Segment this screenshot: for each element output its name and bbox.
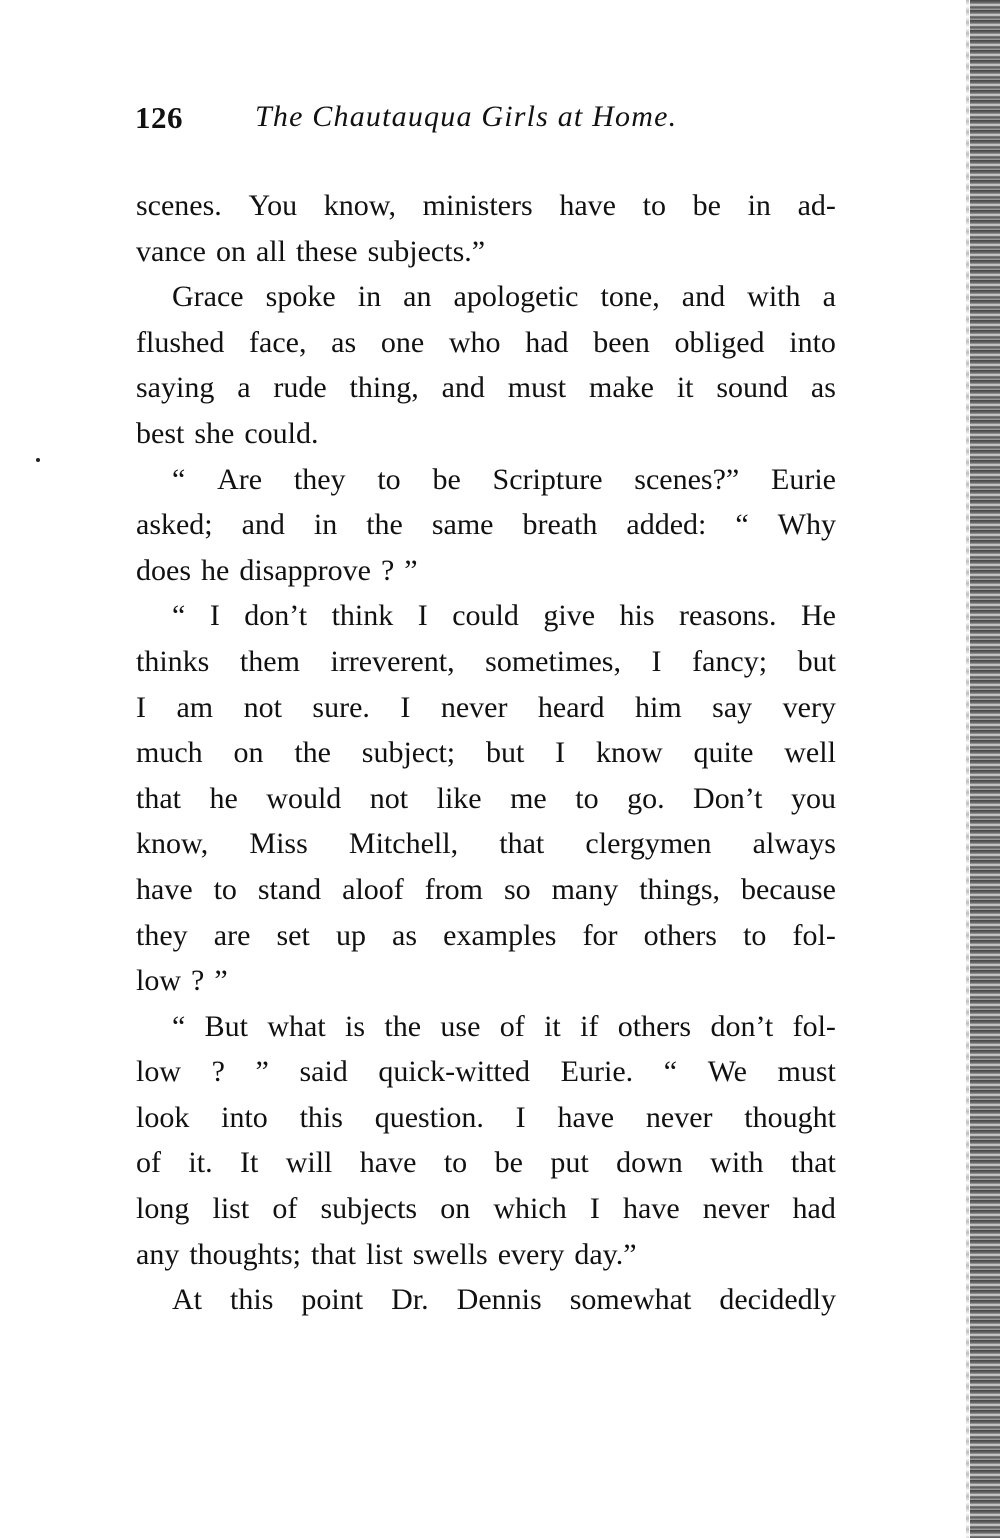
text-line: much on the subject; but I know quite well [136,736,836,770]
text-line: know, Miss Mitchell, that clergymen always [136,827,836,861]
text-line: of it. It will have to be put down with that [136,1146,836,1180]
text-line: look into this question. I have never thought [136,1100,836,1134]
text-line: have to stand aloof from so many things, because [136,872,836,906]
page-binding-edge [970,0,1000,1538]
text-line: Grace spoke in an apologetic tone, and with a [172,280,836,314]
ink-speck [36,458,40,462]
text-line: “ I don’t think I could give his reasons. He [172,599,836,633]
page-number: 126 [135,100,183,135]
text-line: flushed face, as one who had been obliged into [136,325,836,359]
text-line: they are set up as examples for others to fol- [136,918,836,952]
text-line: “ But what is the use of it if others don’t fol- [172,1009,836,1043]
text-line: At this point Dr. Dennis somewhat decidedly [172,1283,836,1317]
text-line: I am not sure. I never heard him say very [136,690,836,724]
text-line: thinks them irreverent, sometimes, I fancy; but [136,644,836,678]
text-line: best she could. [136,416,319,450]
text-line: low ? ” [136,964,228,998]
text-line: long list of subjects on which I have never had [136,1192,836,1226]
text-line: vance on all these subjects.” [136,234,486,268]
text-line: low ? ” said quick-witted Eurie. “ We must [136,1055,836,1089]
text-line: scenes. You know, ministers have to be in ad- [136,189,836,222]
text-line: saying a rude thing, and must make it sound as [136,371,836,405]
text-line: any thoughts; that list swells every day.” [136,1237,637,1271]
running-title: The Chautauqua Girls at Home. [255,100,678,133]
text-line: “ Are they to be Scripture scenes?” Eurie [172,462,836,496]
text-line: does he disapprove ? ” [136,553,418,587]
text-line: that he would not like me to go. Don’t you [136,781,836,815]
text-line: asked; and in the same breath added: “ Why [136,508,836,542]
page-header [135,100,755,140]
body-text [136,183,836,1323]
